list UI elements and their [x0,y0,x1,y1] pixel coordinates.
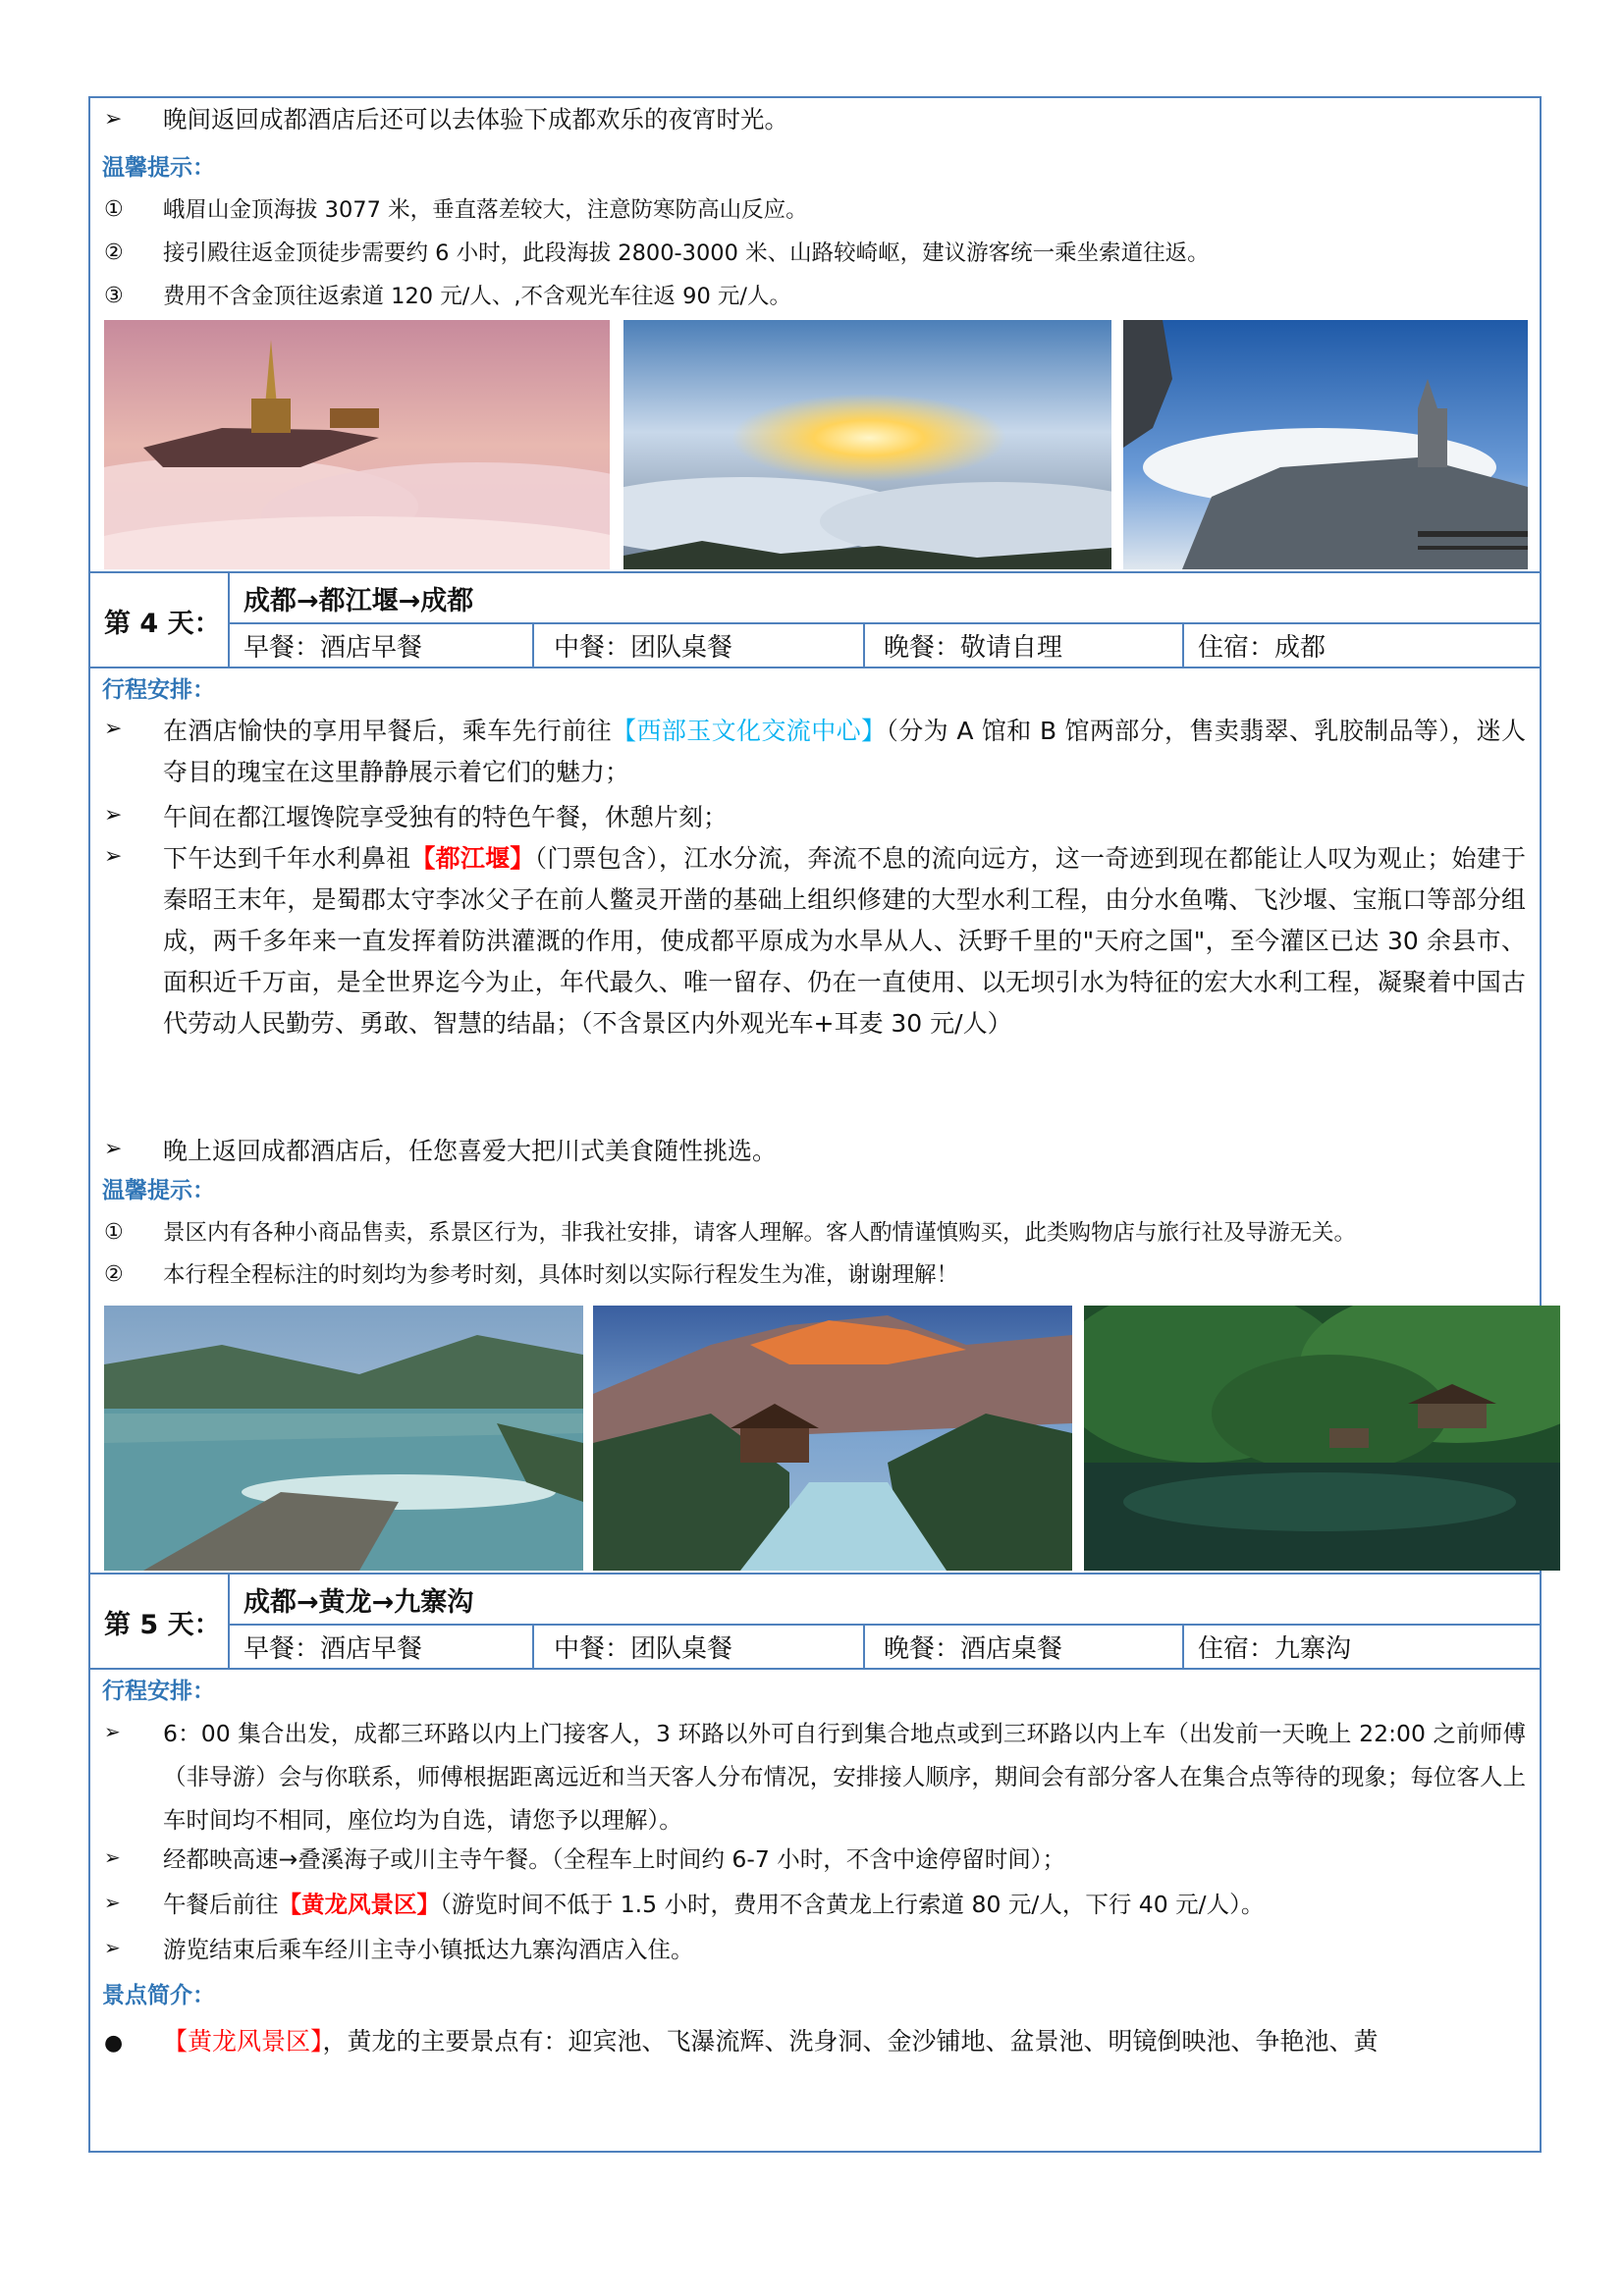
divider [1182,622,1184,667]
arrow-icon: ➢ [104,1845,121,1869]
divider [863,622,865,667]
day5-lodging: 住宿：九寨沟 [1198,1634,1352,1664]
day5-title: 成都→黄龙→九寨沟 [244,1587,474,1618]
itinerary-frame: ➢ 晚间返回成都酒店后还可以去体验下成都欢乐的夜宵时光。 温馨提示： ① 峨眉山金顶海拔 3077 米，垂直落差较大，注意防寒防高山反应。 ② 接引殿往返金顶徒步需要约 6 小时，此段海拔 2800-3000 米、山路较崎岖，建议游客统一乘坐索道往返。 ③ 费用不含金顶往返索道 120 元/人、,不含观光车往返 90 元/人。 第 4 天： 成都→都江堰→成都 早餐：酒店早餐 中餐：团队桌餐 晚餐：敬请自理 住宿：成都 行程安排： ➢ 在酒店愉快的享用早餐后，乘车先行前往【西部玉文化交流中心】（分为 A 馆和 B 馆两部分，售卖翡翠、乳胶制品等），迷人夺目的瑰宝在这里静静展示着它们的魅力； ➢ 午间在都江堰馋院享受独有的特色午餐，休憩片刻； ➢ 下午达到千年水利鼻祖【都江堰】（门票包含），江水分流，奔流不息的流向远方，这一奇迹到现在都能让人叹为观止；始建于秦昭王末年，是蜀郡太守李冰父子在前人鳖灵开凿的基础上组织修建的大型水利工程，由分水鱼嘴、飞沙堰、宝瓶口等部分组成，两千多年来一直发挥着防洪灌溉的作用，使成都平原成为水旱从人、沃野千里的"天府之国"，至今灌区已达 30 余县市、面积近千万亩，是全世界迄今为止，年代最久、唯一留存、仍在一直使用、以无坝引水为特征的宏大水利工程，凝聚着中国古代劳动人民勤劳、勇敢、智慧的结晶；（不含景区内外观光车+耳麦 30 元/人） ➢ 晚上返回成都酒店后，任您喜爱大把川式美食随性挑选。 温馨提示： ① 景区内有各种小商品售卖，系景区行为，非我社安排，请客人理解。客人酌情谨慎购买，此类购物店与旅行社及导游无关。 ② 本行程全程标注的时刻均为参考时刻，具体时刻以实际行程发生为准，谢谢理解！ 第 5 天： 成都→黄龙→九寨沟 早餐：酒店早餐 中餐：团队桌餐 晚餐：酒店桌餐 住宿：九寨沟 行程安排： ➢ 6：00 集合出发，成都三环路以内上门接客人，3 环路以外可自行到集合地点或到三环路以内上车（出发前一天晚上 22:00 之前师傅（非导游）会与你联系，师傅根据距离远近和当天客人分布情况，安排接人顺序，期间会有部分客人在集合点等待的现象；每位客人上车时间均不相同，座位均为自选，请您予以理解）。 ➢ 经都映高速→叠溪海子或川主寺午餐。（全程车上时间约 6-7 小时，不含中途停留时间）； ➢ 午餐后前往【黄龙风景区】（游览时间不低于 1.5 小时，费用不含黄龙上行索道 80 元/人，下行 40 元/人）。 ➢ 游览结束后乘车经川主寺小镇抵达九寨沟酒店入住。 景点简介： ● 【黄龙风景区】，黄龙的主要景点有：迎宾池、飞瀑流辉、洗身洞、金沙铺地、盆景池、明镜倒映池、争艳池、黄 [88,96,1542,2153]
arrow-icon: ➢ [104,844,123,869]
divider [532,622,534,667]
day5-bullet-departure: 6：00 集合出发，成都三环路以内上门接客人，3 环路以外可自行到集合地点或到三环路以内上车（出发前一天晚上 22:00 之前师傅（非导游）会与你联系，师傅根据距离远近和当天客人分布情况，安排接人顺序，期间会有部分客人在集合点等待的现象；每位客人上车时间均不相同，座位均为自选，请您予以理解）。 [163,1720,1526,1834]
day5-bullet-highway: 经都映高速→叠溪海子或川主寺午餐。（全程车上时间约 6-7 小时，不含中途停留时间）； [163,1845,1066,1873]
arrow-icon: ➢ [104,1891,121,1914]
day4-breakfast: 早餐：酒店早餐 [244,633,423,663]
schedule-heading: 行程安排： [102,1679,215,1704]
day4-title: 成都→都江堰→成都 [244,586,474,616]
divider [228,622,1540,624]
evening-bullet-text: 晚间返回成都酒店后还可以去体验下成都欢乐的夜宵时光。 [163,105,788,133]
intro-heading: 景点简介： [102,1983,215,2008]
dujiangyan-river-photo [104,1306,583,1571]
day4-bullet-jade-center: 在酒店愉快的享用早餐后，乘车先行前往【西部玉文化交流中心】（分为 A 馆和 B 馆两部分，售卖翡翠、乳胶制品等），迷人夺目的瑰宝在这里静静展示着它们的魅力； [163,717,1526,786]
arrow-icon: ➢ [104,717,123,741]
day4-lodging: 住宿：成都 [1198,633,1326,663]
dujiangyan-highlight: 【都江堰】 [410,844,535,873]
divider [532,1624,534,1668]
tips-heading: 温馨提示： [102,1178,215,1203]
day5-dinner: 晚餐：酒店桌餐 [884,1634,1063,1664]
day5-lunch: 中餐：团队桌餐 [554,1634,733,1664]
sea-of-clouds-sunrise-photo [623,320,1111,569]
schedule-heading: 行程安排： [102,677,215,703]
day4-bullet-lunch: 午间在都江堰馋院享受独有的特色午餐，休憩片刻； [163,803,729,831]
day4-bullet-evening: 晚上返回成都酒店后，任您喜爱大把川式美食随性挑选。 [163,1137,778,1165]
emei-golden-summit-photo [104,320,610,569]
snowy-summit-temple-photo [1123,320,1528,569]
tips-heading: 温馨提示： [102,155,215,181]
day4-label: 第 4 天： [104,609,221,639]
divider [228,571,230,667]
arrow-icon: ➢ [104,803,123,828]
divider [90,571,1540,573]
divider [90,667,1540,668]
arrow-icon: ➢ [104,1720,121,1743]
day5-bullet-hotel: 游览结束后乘车经川主寺小镇抵达九寨沟酒店入住。 [163,1936,694,1963]
arrow-icon: ➢ [104,1137,123,1161]
day5-label: 第 5 天： [104,1610,221,1640]
arrow-icon: ➢ [104,1936,121,1959]
forest-lake-pavilion-photo [1084,1306,1560,1571]
divider [228,1573,230,1668]
bullet-dot-icon: ● [104,2031,124,2056]
day4-lunch: 中餐：团队桌餐 [554,633,733,663]
huanglong-highlight: 【黄龙风景区】 [278,1891,440,1918]
day4-dinner: 晚餐：敬请自理 [884,633,1063,663]
divider [228,1624,1540,1626]
divider [863,1624,865,1668]
day5-bullet-huanglong: 午餐后前往【黄龙风景区】（游览时间不低于 1.5 小时，费用不含黄龙上行索道 80 元/人，下行 40 元/人）。 [163,1891,1265,1918]
sunset-mountain-pavilion-photo [593,1306,1072,1571]
divider [1182,1624,1184,1668]
day4-bullet-dujiangyan: 下午达到千年水利鼻祖【都江堰】（门票包含），江水分流，奔流不息的流向远方，这一奇迹到现在都能让人叹为观止；始建于秦昭王末年，是蜀郡太守李冰父子在前人鳖灵开凿的基础上组织修建的大型水利工程，由分水鱼嘴、飞沙堰、宝瓶口等部分组成，两千多年来一直发挥着防洪灌溉的作用，使成都平原成为水旱从人、沃野千里的"天府之国"，至今灌区已达 30 余县市、面积近千万亩，是全世界迄今为止，年代最久、唯一留存、仍在一直使用、以无坝引水为特征的宏大水利工程，凝聚着中国古代劳动人民勤劳、勇敢、智慧的结晶；（不含景区内外观光车+耳麦 30 元/人） [163,844,1526,1038]
arrow-icon: ➢ [104,107,123,132]
huanglong-intro-highlight: 【黄龙风景区】 [163,2027,323,2056]
day5-breakfast: 早餐：酒店早餐 [244,1634,423,1664]
divider [90,1573,1540,1575]
huanglong-intro: 【黄龙风景区】，黄龙的主要景点有：迎宾池、飞瀑流辉、洗身洞、金沙铺地、盆景池、明镜倒映池、争艳池、黄 [163,2027,1379,2056]
divider [90,1668,1540,1670]
jade-center-highlight: 【西部玉文化交流中心】 [612,717,887,745]
